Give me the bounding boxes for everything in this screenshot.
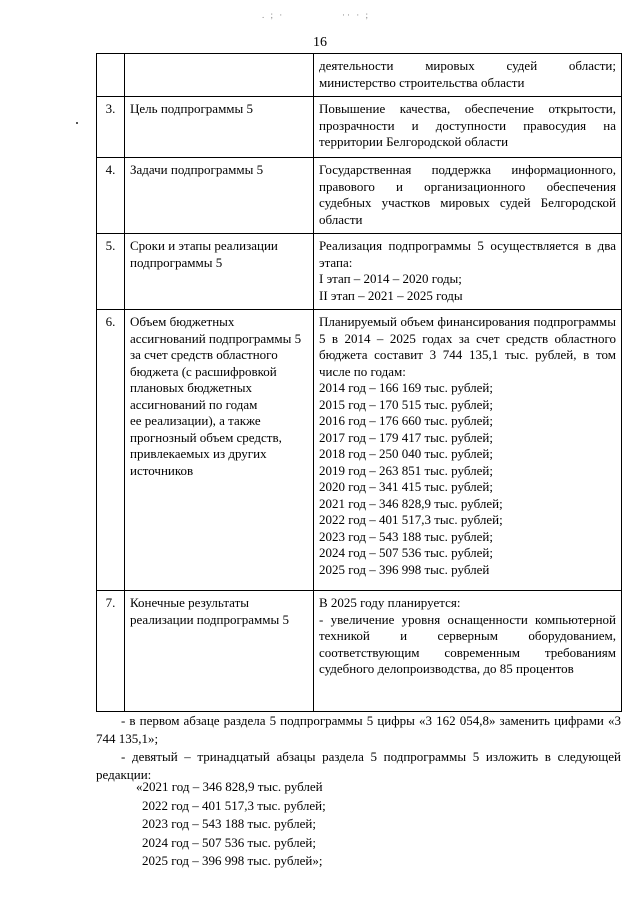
row-7-label: Конечные результаты реализации подпрограммы 5 (125, 591, 314, 712)
funding-year-line: 2022 год – 401 517,3 тыс. рублей; (319, 512, 503, 527)
row-6-label (125, 310, 314, 591)
row-3-number: 3. (97, 97, 125, 158)
continuation-line-1: деятельности мировых судей области; (319, 58, 616, 73)
funding-year-line: 2017 год – 179 417 тыс. рублей; (319, 429, 493, 445)
funding-year-line: 2018 год – 250 040 тыс. рублей; (319, 446, 493, 461)
row-6-label-line: бюджета (с расшифровкой (130, 363, 277, 379)
row-6-label-line: за счет средств областного (130, 347, 278, 362)
cell-label-empty (125, 54, 314, 97)
cell-num-empty (97, 54, 125, 97)
cell-value-continuation (314, 54, 622, 97)
redaction-block (96, 778, 326, 871)
row-6-intro: Планируемый объем финансирования подпрограммы 5 в 2014 – 2025 годах за счет средств областного бюджета составит 3 744 135,1 тыс. рублей, в том числе по годам: (319, 314, 616, 379)
row-5-number: 5. (97, 234, 125, 310)
redaction-line: 2023 год – 543 188 тыс. рублей; (142, 816, 316, 831)
row-7-intro: В 2025 году планируется: (319, 595, 461, 610)
row-5-stage-2: II этап – 2021 – 2025 годы (319, 287, 463, 303)
passport-table (96, 53, 622, 712)
row-5-stage-1: I этап – 2014 – 2020 годы; (319, 271, 462, 286)
scan-noise-left: . ; · (262, 10, 285, 20)
redaction-line: 2024 год – 507 536 тыс. рублей; (142, 834, 316, 850)
row-6-label-line: ассигнований подпрограммы 5 (130, 330, 302, 346)
amendment-paragraph-2: - девятый – тринадцатый абзацы раздела 5 подпрограммы 5 изложить в следующей редакции: (96, 749, 621, 782)
funding-year-line: 2020 год – 341 415 тыс. рублей; (319, 479, 493, 494)
funding-year-line: 2019 год – 263 851 тыс. рублей; (319, 462, 493, 478)
funding-year-line: 2025 год – 396 998 тыс. рублей (319, 561, 490, 577)
table-row-7 (97, 591, 622, 712)
scan-noise-right: ·· · ; (342, 10, 370, 20)
row-7-result: - увеличение уровня оснащенности компьютерной техникой и серверным оборудованием, соответствующим современным требованиям судебного делопроизводства, до 85 процентов (319, 611, 616, 676)
row-5-label: Сроки и этапы реализации подпрограммы 5 (125, 234, 314, 310)
row-6-label-line: ассигнований по годам (130, 396, 258, 412)
funding-year-line: 2016 год – 176 660 тыс. рублей; (319, 413, 493, 428)
row-6-label-line: плановых бюджетных (130, 380, 253, 395)
row-6-label-line: ее реализации), а также (130, 413, 261, 428)
row-5-intro: Реализация подпрограммы 5 осуществляется в два этапа: (319, 238, 616, 270)
row-3-value: Повышение качества, обеспечение открытости, прозрачности и доступности правосудия на территории Белгородской области (314, 97, 622, 158)
row-3-label: Цель подпрограммы 5 (125, 97, 314, 158)
funding-year-line: 2021 год – 346 828,9 тыс. рублей; (319, 495, 503, 511)
row-6-value (314, 310, 622, 591)
table-row-6 (97, 310, 622, 591)
row-6-number: 6. (97, 310, 125, 591)
funding-year-line: 2015 год – 170 515 тыс. рублей; (319, 396, 493, 412)
row-7-number: 7. (97, 591, 125, 712)
page-number: 16 (313, 35, 327, 50)
continuation-line-2: министерство строительства области (319, 74, 525, 90)
amendment-paragraph-1: - в первом абзаце раздела 5 подпрограммы 5 цифры «3 162 054,8» заменить цифрами «3 744 135,1»; (96, 713, 621, 746)
row-4-label: Задачи подпрограммы 5 (125, 158, 314, 234)
funding-year-line: 2014 год – 166 169 тыс. рублей; (319, 380, 493, 395)
row-5-value (314, 234, 622, 310)
funding-year-line: 2023 год – 543 188 тыс. рублей; (319, 528, 493, 544)
row-4-number: 4. (97, 158, 125, 234)
table-row-4 (97, 158, 622, 234)
row-6-label-line: привлекаемых из других (130, 446, 267, 461)
row-6-label-line: Объем бюджетных (130, 314, 235, 329)
table-row-5 (97, 234, 622, 310)
table-row-continuation (97, 54, 622, 97)
redaction-line: 2025 год – 396 998 тыс. рублей»; (142, 853, 323, 868)
funding-year-line: 2024 год – 507 536 тыс. рублей; (319, 545, 493, 560)
row-4-value: Государственная поддержка информационного, правового и организационного обеспечения судебных участков мировых судей Белгородской области (314, 158, 622, 234)
row-6-label-line: прогнозный объем средств, (130, 429, 282, 445)
redaction-line: «2021 год – 346 828,9 тыс. рублей (136, 779, 323, 794)
row-6-label-line: источников (130, 462, 194, 478)
redaction-line: 2022 год – 401 517,3 тыс. рублей; (142, 797, 326, 813)
table-row-3 (97, 97, 622, 158)
row-7-value (314, 591, 622, 712)
scan-dot (76, 122, 78, 124)
